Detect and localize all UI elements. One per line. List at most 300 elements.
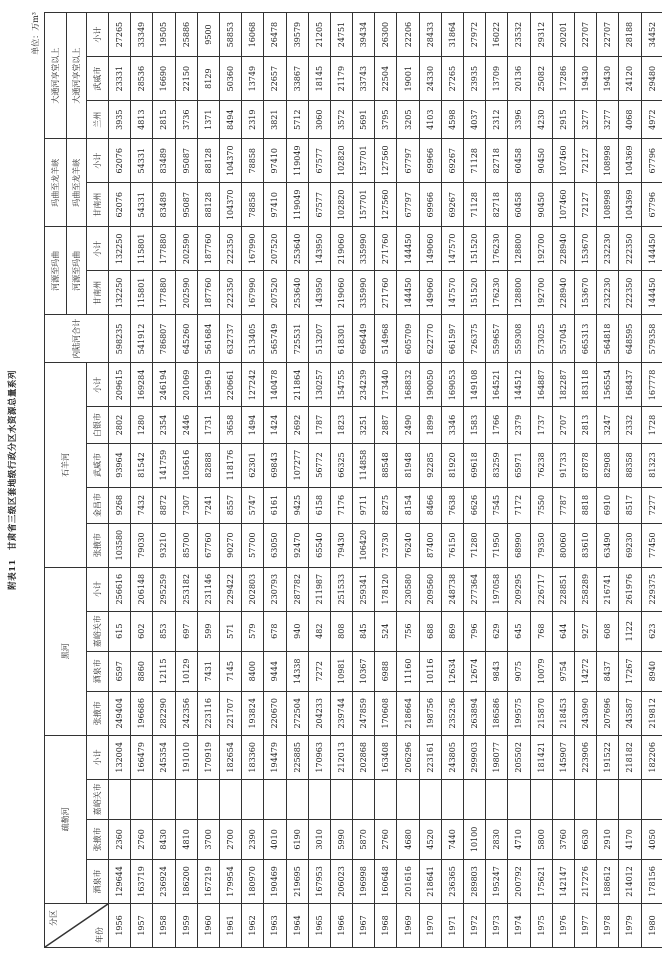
- table-cell: 4010: [264, 819, 286, 859]
- table-cell: 9444: [264, 651, 286, 691]
- table-cell: 83489: [153, 183, 175, 227]
- table-cell: 605709: [397, 315, 419, 363]
- table-cell: 132250: [109, 271, 131, 315]
- table-cell: 5870: [353, 819, 375, 859]
- table-cell: 104370: [219, 183, 241, 227]
- table-cell: 272504: [286, 691, 308, 735]
- table-cell: 9075: [508, 651, 530, 691]
- col-header: 甘南州: [87, 271, 109, 315]
- table-cell: 50360: [219, 57, 241, 101]
- table-cell: 147570: [441, 227, 463, 271]
- table-cell: [441, 779, 463, 819]
- table-cell: 23935: [464, 57, 486, 101]
- year-cell: 1966: [330, 903, 352, 947]
- table-cell: 33349: [131, 13, 153, 57]
- table-cell: 67577: [308, 183, 330, 227]
- table-cell: 216741: [597, 567, 619, 611]
- table-cell: 69966: [419, 139, 441, 183]
- table-cell: 127560: [375, 139, 397, 183]
- table-cell: 186586: [486, 691, 508, 735]
- table-cell: 201616: [397, 859, 419, 903]
- year-cell: 1971: [441, 903, 463, 947]
- table-cell: 23331: [109, 57, 131, 101]
- table-cell: 1787: [308, 407, 330, 443]
- table-cell: 76238: [530, 443, 552, 487]
- table-cell: 19001: [397, 57, 419, 101]
- table-cell: 79350: [530, 523, 552, 567]
- table-cell: 14272: [574, 651, 596, 691]
- table-cell: [530, 779, 552, 819]
- table-cell: 63490: [597, 523, 619, 567]
- table-cell: 4598: [441, 101, 463, 139]
- table-cell: 235236: [441, 691, 463, 735]
- table-cell: 60458: [508, 183, 530, 227]
- table-cell: 8154: [397, 487, 419, 523]
- col-header: 小计: [87, 567, 109, 611]
- table-cell: 71280: [464, 523, 486, 567]
- year-cell: 1970: [419, 903, 441, 947]
- table-cell: 143950: [308, 227, 330, 271]
- table-cell: 10116: [419, 651, 441, 691]
- table-cell: 132004: [109, 735, 131, 779]
- table-cell: 2910: [597, 819, 619, 859]
- table-cell: 295259: [153, 567, 175, 611]
- table-cell: 1280: [131, 407, 153, 443]
- table-cell: 92470: [286, 523, 308, 567]
- table-cell: 22206: [397, 13, 419, 57]
- table-cell: 144450: [641, 227, 662, 271]
- table-cell: 4680: [397, 819, 419, 859]
- year-cell: 1980: [641, 903, 662, 947]
- table-cell: 21205: [308, 13, 330, 57]
- table-cell: 29312: [530, 13, 552, 57]
- table-cell: 1371: [197, 101, 219, 139]
- table-cell: 648595: [619, 315, 641, 363]
- table-cell: 4972: [641, 101, 662, 139]
- table-cell: 579: [242, 611, 264, 651]
- table-row: [464, 13, 486, 948]
- table-cell: 67796: [641, 183, 662, 227]
- table-cell: 83489: [153, 139, 175, 183]
- unit-label: 单位：万m³: [31, 12, 40, 55]
- table-cell: 927: [574, 611, 596, 651]
- table-cell: 180970: [242, 859, 264, 903]
- col-header: 小计: [87, 363, 109, 407]
- table-cell: 202868: [353, 735, 375, 779]
- col-header: 金昌市: [87, 487, 109, 523]
- table-cell: 104370: [219, 139, 241, 183]
- col-header: 张掖市: [87, 819, 109, 859]
- table-cell: 335990: [353, 271, 375, 315]
- table-cell: 4520: [419, 819, 441, 859]
- table-cell: 39579: [286, 13, 308, 57]
- table-cell: 219695: [286, 859, 308, 903]
- table-cell: 87878: [574, 443, 596, 487]
- table-cell: [619, 779, 641, 819]
- table-cell: 5691: [353, 101, 375, 139]
- table-cell: 223116: [197, 691, 219, 735]
- table-cell: 211987: [308, 567, 330, 611]
- table-cell: [330, 779, 352, 819]
- table-cell: 130257: [308, 363, 330, 407]
- table-row: [308, 13, 330, 948]
- group-header-mq-lyx: 玛曲至龙羊峡: [45, 139, 67, 227]
- table-cell: 77450: [641, 523, 662, 567]
- table-cell: 22150: [175, 57, 197, 101]
- table-cell: 645260: [175, 315, 197, 363]
- corner-header: [45, 903, 109, 947]
- year-cell: 1976: [552, 903, 574, 947]
- table-cell: 236924: [153, 859, 175, 903]
- table-cell: 195247: [486, 859, 508, 903]
- table-cell: 2490: [397, 407, 419, 443]
- table-cell: 97410: [264, 183, 286, 227]
- table-cell: 263894: [464, 691, 486, 735]
- table-row: [153, 13, 175, 948]
- table-cell: 67760: [197, 523, 219, 567]
- table-cell: 182654: [219, 735, 241, 779]
- table-cell: 249404: [109, 691, 131, 735]
- subgroup-header-mq-lyx: 玛曲至龙羊峡: [67, 139, 87, 227]
- table-cell: 54331: [131, 183, 153, 227]
- table-cell: 573025: [530, 315, 552, 363]
- table-cell: 940: [286, 611, 308, 651]
- table-cell: 82718: [486, 183, 508, 227]
- table-cell: 6910: [597, 487, 619, 523]
- table-cell: 119049: [286, 139, 308, 183]
- table-cell: 72127: [574, 183, 596, 227]
- table-cell: 1728: [641, 407, 662, 443]
- table-cell: [641, 779, 662, 819]
- table-cell: 95087: [175, 183, 197, 227]
- table-cell: 27265: [441, 57, 463, 101]
- table-cell: 128800: [508, 271, 530, 315]
- table-cell: 95087: [175, 139, 197, 183]
- table-cell: 159619: [197, 363, 219, 407]
- table-cell: 4710: [508, 819, 530, 859]
- table-cell: 7431: [197, 651, 219, 691]
- table-cell: 83610: [574, 523, 596, 567]
- table-cell: 57700: [242, 523, 264, 567]
- table-cell: 7176: [330, 487, 352, 523]
- table-cell: 1731: [197, 407, 219, 443]
- table-cell: 145907: [552, 735, 574, 779]
- table-cell: 217276: [574, 859, 596, 903]
- table-cell: 219812: [641, 691, 662, 735]
- table-cell: 564818: [597, 315, 619, 363]
- table-cell: 141759: [153, 443, 175, 487]
- col-header: 小计: [87, 139, 109, 183]
- table-cell: [464, 779, 486, 819]
- table-cell: 190050: [419, 363, 441, 407]
- table-cell: 2802: [109, 407, 131, 443]
- table-cell: 88128: [197, 183, 219, 227]
- table-cell: 289803: [464, 859, 486, 903]
- subgroup-header-hy-mq: 河源至玛曲: [67, 227, 87, 315]
- table-cell: 246194: [153, 363, 175, 407]
- table-cell: 8129: [197, 57, 219, 101]
- table-cell: 678: [264, 611, 286, 651]
- table-cell: 183360: [242, 735, 264, 779]
- table-cell: 482: [308, 611, 330, 651]
- table-cell: 209615: [109, 363, 131, 407]
- table-cell: 17267: [619, 651, 641, 691]
- table-cell: 214012: [619, 859, 641, 903]
- table-cell: 615: [109, 611, 131, 651]
- table-cell: 253640: [286, 271, 308, 315]
- table-cell: 65540: [308, 523, 330, 567]
- col-header: 张掖市: [87, 523, 109, 567]
- table-cell: 90450: [530, 139, 552, 183]
- table-cell: 218453: [552, 691, 574, 735]
- table-cell: 149108: [464, 363, 486, 407]
- table-cell: 2813: [574, 407, 596, 443]
- table-cell: 565749: [264, 315, 286, 363]
- table-cell: 6988: [375, 651, 397, 691]
- table-cell: 170963: [308, 735, 330, 779]
- table-cell: 65971: [508, 443, 530, 487]
- table-cell: 232230: [597, 227, 619, 271]
- table-row: [441, 13, 463, 948]
- table-cell: 231146: [197, 567, 219, 611]
- table-cell: 236365: [441, 859, 463, 903]
- table-cell: 222350: [619, 271, 641, 315]
- table-cell: 211864: [286, 363, 308, 407]
- table-cell: 127242: [242, 363, 264, 407]
- table-cell: 277364: [464, 567, 486, 611]
- table-cell: 3700: [197, 819, 219, 859]
- table-cell: 3760: [552, 819, 574, 859]
- table-cell: 7432: [131, 487, 153, 523]
- year-cell: 1967: [353, 903, 375, 947]
- table-cell: 299903: [464, 735, 486, 779]
- table-cell: 81920: [441, 443, 463, 487]
- table-cell: [175, 779, 197, 819]
- col-header: 武威市: [87, 443, 109, 487]
- table-cell: 90450: [530, 183, 552, 227]
- table-cell: 645: [508, 611, 530, 651]
- table-cell: 22707: [574, 13, 596, 57]
- table-cell: 4103: [419, 101, 441, 139]
- table-row: [508, 13, 530, 948]
- table-cell: 2379: [508, 407, 530, 443]
- year-cell: 1962: [242, 903, 264, 947]
- table-cell: 623: [641, 611, 662, 651]
- table-cell: 3010: [308, 819, 330, 859]
- table-cell: 4050: [641, 819, 662, 859]
- table-cell: 106420: [353, 523, 375, 567]
- table-cell: 221707: [219, 691, 241, 735]
- table-cell: 228940: [552, 271, 574, 315]
- year-cell: 1961: [219, 903, 241, 947]
- table-cell: 97410: [264, 139, 286, 183]
- table-cell: 28433: [419, 13, 441, 57]
- table-cell: 220670: [264, 691, 286, 735]
- table-row: [486, 13, 508, 948]
- table-cell: 9711: [353, 487, 375, 523]
- table-cell: 177880: [153, 227, 175, 271]
- table-cell: 107277: [286, 443, 308, 487]
- table-cell: 207520: [264, 227, 286, 271]
- table-cell: 144450: [397, 271, 419, 315]
- col-header: 小计: [87, 227, 109, 271]
- table-cell: 229375: [641, 567, 662, 611]
- table-row: [286, 13, 308, 948]
- table-cell: 192700: [530, 271, 552, 315]
- subgroup-header-above-dtx: 大通河享堂以上: [67, 13, 87, 139]
- table-row: [641, 13, 662, 948]
- table-cell: 115801: [131, 271, 153, 315]
- col-header: 小计: [87, 13, 109, 57]
- year-cell: 1974: [508, 903, 530, 947]
- table-cell: 187760: [197, 271, 219, 315]
- table-cell: 69267: [441, 183, 463, 227]
- table-cell: 696449: [353, 315, 375, 363]
- table-cell: 149060: [419, 227, 441, 271]
- table-cell: 8818: [574, 487, 596, 523]
- table-cell: 102820: [330, 139, 352, 183]
- table-cell: 8275: [375, 487, 397, 523]
- col-header: 嘉峪关市: [87, 779, 109, 819]
- table-row: [109, 13, 131, 948]
- table-cell: 7440: [441, 819, 463, 859]
- table-cell: 128800: [508, 227, 530, 271]
- table-cell: 67796: [641, 139, 662, 183]
- table-cell: 2390: [242, 819, 264, 859]
- table-cell: 67797: [397, 139, 419, 183]
- table-cell: 16022: [486, 13, 508, 57]
- table-cell: 207696: [597, 691, 619, 735]
- table-cell: 9754: [552, 651, 574, 691]
- table-cell: [353, 779, 375, 819]
- table-cell: 207520: [264, 271, 286, 315]
- table-cell: 2360: [109, 819, 131, 859]
- table-cell: 2700: [219, 819, 241, 859]
- table-cell: 179954: [219, 859, 241, 903]
- table-cell: 629: [486, 611, 508, 651]
- table-cell: 1766: [486, 407, 508, 443]
- table-cell: 17286: [552, 57, 574, 101]
- table-cell: 206148: [131, 567, 153, 611]
- table-cell: 16690: [153, 57, 175, 101]
- table-cell: 107460: [552, 183, 574, 227]
- table-cell: 12674: [464, 651, 486, 691]
- table-cell: 200792: [508, 859, 530, 903]
- table-cell: 186200: [175, 859, 197, 903]
- table-cell: 201069: [175, 363, 197, 407]
- table-cell: 169284: [131, 363, 153, 407]
- group-header-inland-total: 内陆河合计: [45, 315, 109, 363]
- table-cell: 644: [552, 611, 574, 651]
- table-row: [552, 13, 574, 948]
- table-cell: 27265: [109, 13, 131, 57]
- table-cell: 253640: [286, 227, 308, 271]
- table-cell: 34452: [641, 13, 662, 57]
- table-cell: 24751: [330, 13, 352, 57]
- table-row: [397, 13, 419, 948]
- table-cell: 169053: [441, 363, 463, 407]
- table-cell: 202803: [242, 567, 264, 611]
- table-cell: 665313: [574, 315, 596, 363]
- table-row: [530, 13, 552, 948]
- table-cell: 69618: [464, 443, 486, 487]
- table-cell: 173440: [375, 363, 397, 407]
- table-cell: 618301: [330, 315, 352, 363]
- table-cell: 164887: [530, 363, 552, 407]
- table-cell: 9843: [486, 651, 508, 691]
- table-cell: 143950: [308, 271, 330, 315]
- table-cell: 2312: [486, 101, 508, 139]
- table-cell: 199575: [508, 691, 530, 735]
- table-cell: 697: [175, 611, 197, 651]
- table-cell: 256616: [109, 567, 131, 611]
- table-cell: 163719: [131, 859, 153, 903]
- table-cell: 8494: [219, 101, 241, 139]
- table-cell: 12115: [153, 651, 175, 691]
- table-cell: 688: [419, 611, 441, 651]
- table-cell: 147570: [441, 271, 463, 315]
- table-cell: 190469: [264, 859, 286, 903]
- table-cell: 129644: [109, 859, 131, 903]
- table-cell: 16068: [242, 13, 264, 57]
- year-cell: 1977: [574, 903, 596, 947]
- table-cell: 20201: [552, 13, 574, 57]
- table-cell: 9268: [109, 487, 131, 523]
- table-cell: 2319: [242, 101, 264, 139]
- table-cell: 4230: [530, 101, 552, 139]
- table-cell: 1494: [242, 407, 264, 443]
- table-cell: 102820: [330, 183, 352, 227]
- table-cell: 239744: [330, 691, 352, 735]
- table-cell: [219, 779, 241, 819]
- table-cell: 71128: [464, 183, 486, 227]
- table-cell: 3247: [597, 407, 619, 443]
- table-cell: 82718: [486, 139, 508, 183]
- table-cell: 287782: [286, 567, 308, 611]
- table-cell: 8860: [131, 651, 153, 691]
- table-cell: 78858: [242, 183, 264, 227]
- table-cell: 177880: [153, 271, 175, 315]
- table-cell: 608: [597, 611, 619, 651]
- table-cell: 228940: [552, 227, 574, 271]
- table-cell: 5990: [330, 819, 352, 859]
- table-cell: 869: [441, 611, 463, 651]
- table-cell: 9500: [197, 13, 219, 57]
- table-cell: 7307: [175, 487, 197, 523]
- table-cell: 19505: [153, 13, 175, 57]
- table-cell: 92285: [419, 443, 441, 487]
- table-cell: 88548: [375, 443, 397, 487]
- table-cell: 28188: [619, 13, 641, 57]
- table-cell: 108998: [597, 183, 619, 227]
- year-cell: 1956: [109, 903, 131, 947]
- table-cell: 151520: [464, 271, 486, 315]
- table-cell: 168437: [619, 363, 641, 407]
- table-cell: [486, 779, 508, 819]
- table-cell: 144450: [641, 271, 662, 315]
- table-cell: [153, 779, 175, 819]
- table-cell: 69230: [619, 523, 641, 567]
- table-cell: 118176: [219, 443, 241, 487]
- table-cell: 3821: [264, 101, 286, 139]
- table-cell: 8430: [153, 819, 175, 859]
- table-cell: 24330: [419, 57, 441, 101]
- table-cell: 282290: [153, 691, 175, 735]
- table-cell: 10981: [330, 651, 352, 691]
- table-cell: 151520: [464, 227, 486, 271]
- table-row: [330, 13, 352, 948]
- table-cell: 10100: [464, 819, 486, 859]
